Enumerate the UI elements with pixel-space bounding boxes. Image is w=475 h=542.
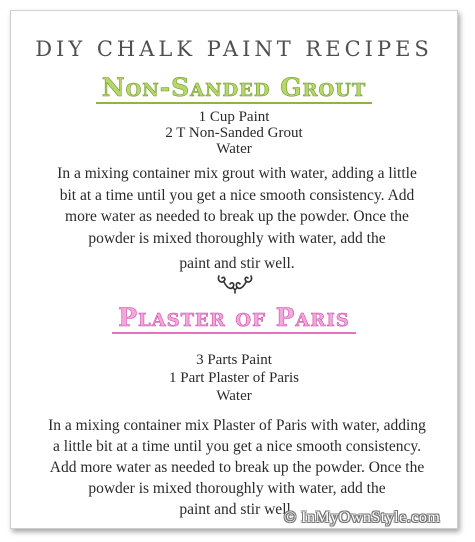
instruction-line: a little bit at a time until you get a nice smooth consistency. — [53, 438, 421, 455]
flourish-ornament-icon — [215, 270, 255, 294]
instruction-line: more water as needed to break up the powder. Once the — [65, 208, 409, 225]
ingredient-item: Water — [216, 388, 252, 404]
instruction-line: Add more water as needed to break up the powder. Once the — [49, 459, 425, 476]
recipe-card — [10, 10, 458, 529]
ingredient-item: 3 Parts Paint — [196, 352, 272, 368]
ingredient-list — [11, 351, 457, 405]
instruction-line: paint and stir well. — [179, 501, 295, 518]
ingredient-item: Water — [216, 141, 252, 157]
ingredient-item: 1 Cup Paint — [198, 109, 270, 125]
instruction-line: powder is mixed thoroughly with water, add the — [88, 480, 386, 497]
instructions-paragraph — [37, 415, 437, 520]
instruction-line: bit at a time until you get a nice smooth consistency. Add — [59, 186, 415, 204]
recipe-heading-plaster-of-paris — [11, 303, 457, 334]
recipe-heading-text: Non-Sanded Grout — [96, 73, 373, 104]
recipe-heading-text: Plaster of Paris — [112, 303, 356, 334]
ingredient-list — [11, 109, 457, 157]
copyright-watermark: © InMyOwnStyle.com — [284, 509, 441, 526]
instruction-line: paint and stir well. — [179, 255, 295, 272]
recipe-heading-non-sanded-grout — [11, 73, 457, 104]
instruction-line: powder is mixed thoroughly with water, add the — [88, 229, 386, 247]
instructions-paragraph — [37, 163, 437, 275]
page-title: DIY CHALK PAINT RECIPES — [35, 37, 433, 61]
ingredient-item: 2 T Non-Sanded Grout — [165, 125, 303, 141]
instruction-line: In a mixing container mix Plaster of Paris with water, adding — [48, 417, 426, 434]
ingredient-item: 1 Part Plaster of Paris — [169, 370, 299, 386]
instruction-line: In a mixing container mix grout with water, adding a little — [57, 165, 417, 182]
